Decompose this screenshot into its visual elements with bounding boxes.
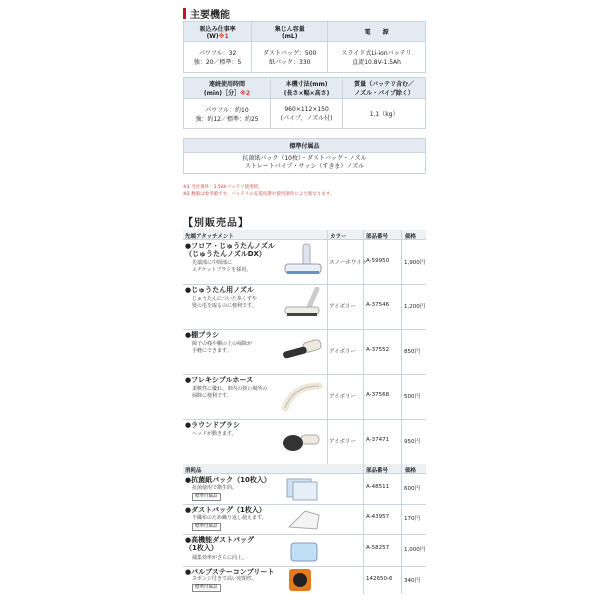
item-price: 1,900円 xyxy=(404,260,426,266)
floor-nozzle-icon xyxy=(279,242,325,280)
list-item xyxy=(183,504,426,535)
attachments-header-label: 先端アタッチメント xyxy=(185,234,234,240)
consumables-grid xyxy=(183,464,426,594)
item-part-number: A-43957 xyxy=(366,514,390,520)
item-desc: ヘッドが動きます。 xyxy=(192,431,237,437)
carpet-nozzle-icon xyxy=(279,287,325,325)
item-price: 1,200円 xyxy=(404,304,426,310)
footnote-1: ※1 当社条件：1.5Ahバッテリ使用時。 xyxy=(183,185,263,190)
item-part-number: A-48511 xyxy=(366,484,390,490)
item-part-number: A-58257 xyxy=(366,545,390,551)
spec-header-runtime xyxy=(184,78,271,99)
item-part-number: A-59950 xyxy=(366,258,390,264)
item-desc: 不織布のため繰り返し使えます。 xyxy=(192,515,267,521)
item-desc: 抗菌使用で衛生的。 xyxy=(192,485,238,491)
spec-header-power xyxy=(184,22,252,42)
spec-value-power-source: スライド式Li-ionバッテリ 直流10.8V-1.5Ah xyxy=(328,42,426,73)
item-desc: スポンジ付きで高い密閉性。 xyxy=(192,576,257,582)
spec-value-capacity: ダストバッグ：500 紙パック：330 xyxy=(252,42,328,73)
spec-value-dimensions: 960×112×150 (パイプ、ノズル付) xyxy=(270,99,342,129)
item-price: 340円 xyxy=(404,578,420,584)
item-desc: 障子の桟や棚の上の掃除が 手軽にできます。 xyxy=(192,341,253,354)
attachments-grid xyxy=(183,230,426,465)
standard-accessories-table xyxy=(183,138,426,174)
item-price: 850円 xyxy=(404,349,420,355)
item-part-number: A-37546 xyxy=(366,302,390,308)
list-item xyxy=(183,419,426,466)
list-item xyxy=(183,329,426,375)
item-name: ●じゅうたん用ノズル xyxy=(185,286,254,294)
attachments-header-price: 価格 xyxy=(405,234,417,240)
item-color: アイボリー xyxy=(329,394,357,400)
spec-header-power-source: 電 源 xyxy=(328,22,426,42)
attachments-header-part: 部品番号 xyxy=(366,234,389,240)
note-mark-1: ※1 xyxy=(218,32,229,40)
accessories-list xyxy=(184,153,426,174)
standard-badge: 標準付属品 xyxy=(192,584,221,592)
spec-value-runtime: パワフル：約10 強：約12／標準：約25 xyxy=(184,99,271,129)
spec-header-capacity: 集じん容量 (mL) xyxy=(252,22,328,42)
standard-badge: 標準付属品 xyxy=(192,523,221,531)
accessories-line-1: 抗菌紙パック（10枚）・ダストバッグ・ノズル xyxy=(242,155,367,162)
note-mark-2: ※2 xyxy=(239,90,250,97)
item-name: ●抗菌紙パック（10枚入） xyxy=(185,476,271,484)
consumables-header xyxy=(183,464,426,474)
item-price: 600円 xyxy=(404,486,420,492)
consumables-header-label: 消耗品 xyxy=(185,468,202,474)
item-name: ●バルブステーコンプリート xyxy=(185,568,275,576)
item-name: ●棚ブラシ xyxy=(185,331,220,339)
list-item xyxy=(183,534,426,567)
spec-title-text: 主要機能 xyxy=(190,10,230,21)
consumables-header-price: 価格 xyxy=(405,468,417,474)
item-price: 950円 xyxy=(404,439,420,445)
item-desc: 捕集効率がさらに向上。 xyxy=(192,555,248,561)
item-name: ●ダストバッグ（1枚入） xyxy=(185,506,266,514)
spec-header-runtime-text: 連続使用時間 (min)［分］ xyxy=(203,81,245,97)
spec-table-1 xyxy=(183,21,426,73)
item-color: アイボリー xyxy=(329,304,357,310)
spec-value-power: パワフル：32 強：20／標準：5 xyxy=(184,42,252,73)
attachments-header xyxy=(183,230,426,240)
attachments-header-color: カラー xyxy=(330,234,347,240)
footnotes xyxy=(183,184,334,198)
item-color: アイボリー xyxy=(329,439,357,445)
list-item xyxy=(183,240,426,285)
item-name: ●高機能ダストバッグ （1枚入） xyxy=(185,536,254,552)
spec-value-weight: 1.1（kg） xyxy=(343,99,426,129)
shelf-brush-icon xyxy=(279,335,325,371)
list-item xyxy=(183,374,426,420)
valve-stay-icon xyxy=(287,567,313,593)
flexible-hose-icon xyxy=(279,378,325,416)
list-item xyxy=(183,566,426,594)
spec-table-2 xyxy=(183,77,426,129)
item-name: ●フロア・じゅうたんノズル （じゅうたんノズルDX） xyxy=(185,242,275,258)
paper-pack-icon xyxy=(283,476,323,502)
item-desc: じゅうたんについた糸くずや 髪の毛を取るのに便利です。 xyxy=(192,296,257,309)
accessories-line-2: ストレートパイプ・サッシ（すきま）ノズル xyxy=(244,163,365,170)
item-desc: 柔軟性に優れ、車内の狭い場所の 掃除に便利です。 xyxy=(192,386,268,399)
item-part-number: A-37552 xyxy=(366,347,390,353)
item-color: スノーホワイト xyxy=(329,260,368,266)
standard-badge: 標準付属品 xyxy=(192,493,221,501)
hepa-dust-bag-icon xyxy=(283,537,323,565)
item-name: ●フレキシブルホース xyxy=(185,376,254,384)
spec-header-power-text: 吸込み仕事率 (W) xyxy=(199,25,236,40)
item-price: 170円 xyxy=(404,516,420,522)
item-part-number: 142650-6 xyxy=(366,576,393,582)
consumables-header-part: 部品番号 xyxy=(366,468,389,474)
sold-separately-title: 【別販売品】 xyxy=(183,218,249,229)
list-item xyxy=(183,474,426,505)
dust-bag-icon xyxy=(283,507,323,533)
spec-header-weight: 質量（バッテリ含む／ ノズル・パイプ除く） xyxy=(343,78,426,99)
item-color: アイボリー xyxy=(329,349,357,355)
red-bar-icon xyxy=(183,8,186,19)
item-price: 500円 xyxy=(404,394,420,400)
item-price: 1,000円 xyxy=(404,547,426,553)
accessories-header: 標準付属品 xyxy=(184,139,426,153)
spec-header-dimensions: 本機寸法(mm) (長さ×幅×高さ) xyxy=(270,78,342,99)
item-name: ●ラウンドブラシ xyxy=(185,421,240,429)
round-brush-icon xyxy=(279,423,325,461)
item-part-number: A-37568 xyxy=(366,392,390,398)
list-item xyxy=(183,284,426,330)
footnote-2: ※2 数値は参考値です。バッテリの充電状態や使用条件により異なります。 xyxy=(183,192,335,197)
item-part-number: A-37471 xyxy=(366,437,390,443)
item-desc: 先端部に中間部に エチケットブラシを採用。 xyxy=(192,260,252,273)
spec-section-title xyxy=(183,6,230,21)
